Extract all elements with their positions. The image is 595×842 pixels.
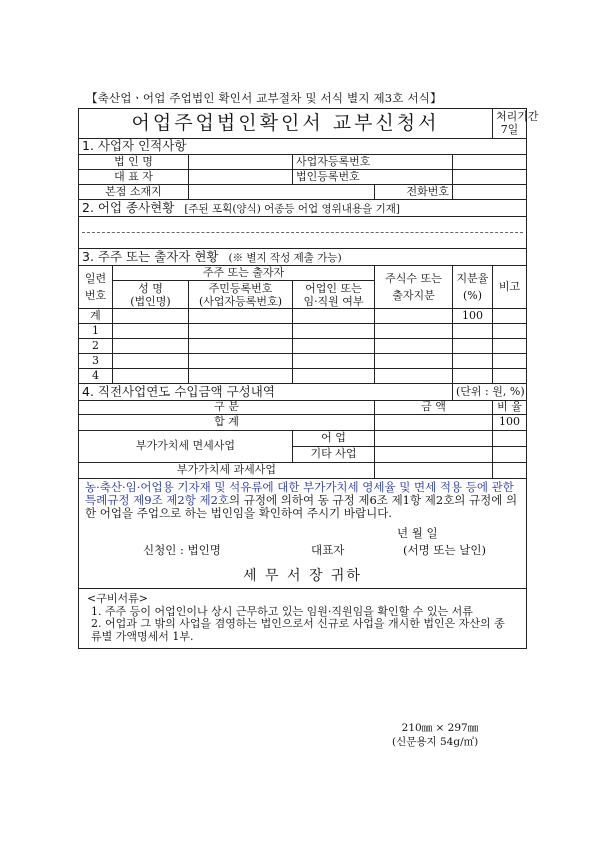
- other-ratio-field[interactable]: [493, 447, 527, 463]
- sum-label: 합 계: [79, 415, 375, 431]
- col-amount-header: 금 액: [375, 401, 493, 415]
- document-item-1: 1. 주주 등이 어업인이나 상시 근무하고 있는 임원·직원임을 확인할 수 있는 서류: [91, 604, 473, 618]
- cell[interactable]: [493, 339, 527, 354]
- section3-hint: (※ 별지 작성 제출 가능): [228, 251, 342, 264]
- form-title: 어업주업법인확인서 교부신청서: [79, 109, 493, 139]
- cell[interactable]: [189, 324, 293, 339]
- col-fisher-line1: 어업인 또는: [305, 281, 362, 295]
- cell[interactable]: [493, 309, 527, 324]
- sum-amount-field[interactable]: [375, 415, 493, 431]
- taxable-ratio-field[interactable]: [493, 463, 527, 479]
- required-documents: [79, 588, 527, 648]
- processing-period: [493, 109, 539, 139]
- table-row: [79, 324, 527, 339]
- processing-period-value: 7일: [500, 122, 519, 136]
- cell[interactable]: [375, 324, 453, 339]
- table-row-total: [79, 309, 527, 324]
- cell[interactable]: [189, 339, 293, 354]
- cell[interactable]: [293, 339, 375, 354]
- applicant-label: 신청인 : 법인명: [143, 542, 221, 557]
- corp-reg-no-label: 법인등록번호: [293, 170, 453, 185]
- col-note-header: 비고: [493, 266, 527, 309]
- section3-heading: [79, 249, 527, 266]
- col-shares-header: [375, 266, 453, 309]
- col-id-header: [189, 281, 293, 309]
- cell[interactable]: [375, 354, 453, 369]
- cell[interactable]: [293, 309, 375, 324]
- hq-address-label: 본점 소재지: [79, 185, 189, 200]
- section2-hint: [주된 포획(양식) 어종등 어업 영위내용을 기재]: [184, 202, 400, 215]
- cell[interactable]: [113, 354, 189, 369]
- col-id-line2: (사업자등록번호): [199, 294, 282, 308]
- col-ratio-header: [453, 266, 493, 309]
- cell[interactable]: [293, 354, 375, 369]
- cell[interactable]: [189, 309, 293, 324]
- table-row: [79, 339, 527, 354]
- section2-heading: [79, 200, 527, 217]
- representative-field[interactable]: [189, 170, 293, 185]
- corp-name-field[interactable]: [189, 155, 293, 170]
- col-serial-line1: 일련: [84, 272, 107, 285]
- request-text-regulation: 농·축산·임·어업용 기자재 및 석유류에 대한 부가가치세 영세율 및 면세 적용 등에 관한 특례규정 제9조 제2항 제2호: [85, 480, 514, 508]
- dashed-line: [82, 232, 523, 233]
- addressee: 세 무 서 장 귀하: [243, 567, 362, 584]
- vat-exempt-label: 부가가치세 면세사업: [79, 431, 293, 463]
- cell[interactable]: [189, 369, 293, 384]
- paper-type: (신문용지 54g/㎡): [392, 735, 479, 748]
- col-group-header: 주주 또는 출자자: [113, 266, 375, 281]
- applicant-line: [85, 544, 520, 566]
- other-business-label: 기타 사업: [293, 447, 375, 463]
- cell[interactable]: [453, 324, 493, 339]
- section2-content-field[interactable]: [79, 217, 527, 249]
- cell[interactable]: [293, 324, 375, 339]
- document-item-2: 2. 어업과 그 밖의 사업을 겸영하는 법인으로서 신규로 사업을 개시한 법인은 자산의 종류별 가액명세서 1부.: [91, 617, 505, 643]
- biz-reg-no-field[interactable]: [453, 155, 527, 170]
- corp-name-label: 법 인 명: [79, 155, 189, 170]
- cell[interactable]: [493, 324, 527, 339]
- cell[interactable]: [113, 339, 189, 354]
- paper-spec: [392, 722, 478, 749]
- col-name-line2: (법인명): [130, 294, 171, 308]
- col-shares-line2: 출자지분: [392, 289, 435, 302]
- col-ratio-line2: (%): [462, 289, 483, 302]
- processing-period-label: 처리기간: [496, 109, 539, 123]
- corp-reg-no-field[interactable]: [453, 170, 527, 185]
- table-row: [79, 354, 527, 369]
- col-name-header: [113, 281, 189, 309]
- cell[interactable]: [453, 339, 493, 354]
- col-id-line1: 주민등록번호: [208, 281, 273, 295]
- cell[interactable]: [293, 369, 375, 384]
- section3-title: 3. 주주 또는 출자자 현황: [82, 248, 219, 264]
- request-text-body: 의 규정에 의하여 동 규정 제6조 제1항 제2호의 규정에 의한 어업을 주업으로 하는 법인임을 확인하여 주시기 바랍니다.: [85, 493, 518, 521]
- paper-size: 210㎜ × 297㎜: [401, 722, 479, 734]
- cell[interactable]: [453, 369, 493, 384]
- phone-label: 전화번호: [375, 185, 453, 200]
- col-division-header: 구 분: [79, 401, 375, 415]
- row-number: 3: [79, 354, 113, 369]
- sign-or-seal-label: (서명 또는 날인): [403, 542, 486, 557]
- row-number: 2: [79, 339, 113, 354]
- cell[interactable]: [113, 309, 189, 324]
- section4-unit: (단위 : 원, %): [453, 384, 527, 401]
- section4-heading: 4. 직전사업연도 수입금액 구성내역: [79, 384, 453, 401]
- cell[interactable]: [453, 354, 493, 369]
- cell[interactable]: [375, 369, 453, 384]
- table-row: [79, 369, 527, 384]
- fishery-amount-field[interactable]: [375, 431, 493, 447]
- col-ratio-line1: 지분율: [456, 272, 489, 285]
- representative-sign-label: 대표자: [311, 542, 345, 557]
- total-label: 계: [79, 309, 113, 324]
- phone-field[interactable]: [453, 185, 527, 200]
- col-serial-line2: 번호: [84, 289, 107, 302]
- col-ratio4-header: 비 율: [493, 401, 527, 415]
- total-ratio: 100: [453, 309, 493, 324]
- hq-address-field[interactable]: [189, 185, 375, 200]
- taxable-amount-field[interactable]: [375, 463, 493, 479]
- fishery-ratio-field[interactable]: [493, 431, 527, 447]
- request-statement: [79, 479, 527, 589]
- cell[interactable]: [113, 369, 189, 384]
- cell[interactable]: [189, 354, 293, 369]
- cell[interactable]: [113, 324, 189, 339]
- documents-heading: <구비서류>: [87, 591, 148, 605]
- biz-reg-no-label: 사업자등록번호: [293, 155, 453, 170]
- row-number: 1: [79, 324, 113, 339]
- col-shares-line1: 주식수 또는: [385, 272, 442, 285]
- vat-taxable-label: 부가가치세 과세사업: [79, 463, 375, 479]
- cell[interactable]: [375, 339, 453, 354]
- other-amount-field[interactable]: [375, 447, 493, 463]
- row-number: 4: [79, 369, 113, 384]
- col-fisher-header: [293, 281, 375, 309]
- fishery-label: 어 업: [293, 431, 375, 447]
- representative-label: 대 표 자: [79, 170, 189, 185]
- cell[interactable]: [493, 369, 527, 384]
- col-serial-header: [79, 266, 113, 309]
- application-form: [78, 108, 539, 649]
- col-name-line1: 성 명: [138, 281, 163, 295]
- section1-heading: 1. 사업자 인적사항: [79, 139, 527, 155]
- date-line: 년 월 일: [397, 525, 438, 540]
- cell[interactable]: [493, 354, 527, 369]
- col-fisher-line2: 임·직원 여부: [303, 294, 364, 308]
- cell[interactable]: [375, 309, 453, 324]
- form-caption: 【축산업ㆍ어업 주업법인 확인서 교부절차 및 서식 별지 제3호 서식】: [86, 91, 442, 105]
- sum-ratio: 100: [493, 415, 527, 431]
- section2-title: 2. 어업 종사현황: [82, 199, 175, 215]
